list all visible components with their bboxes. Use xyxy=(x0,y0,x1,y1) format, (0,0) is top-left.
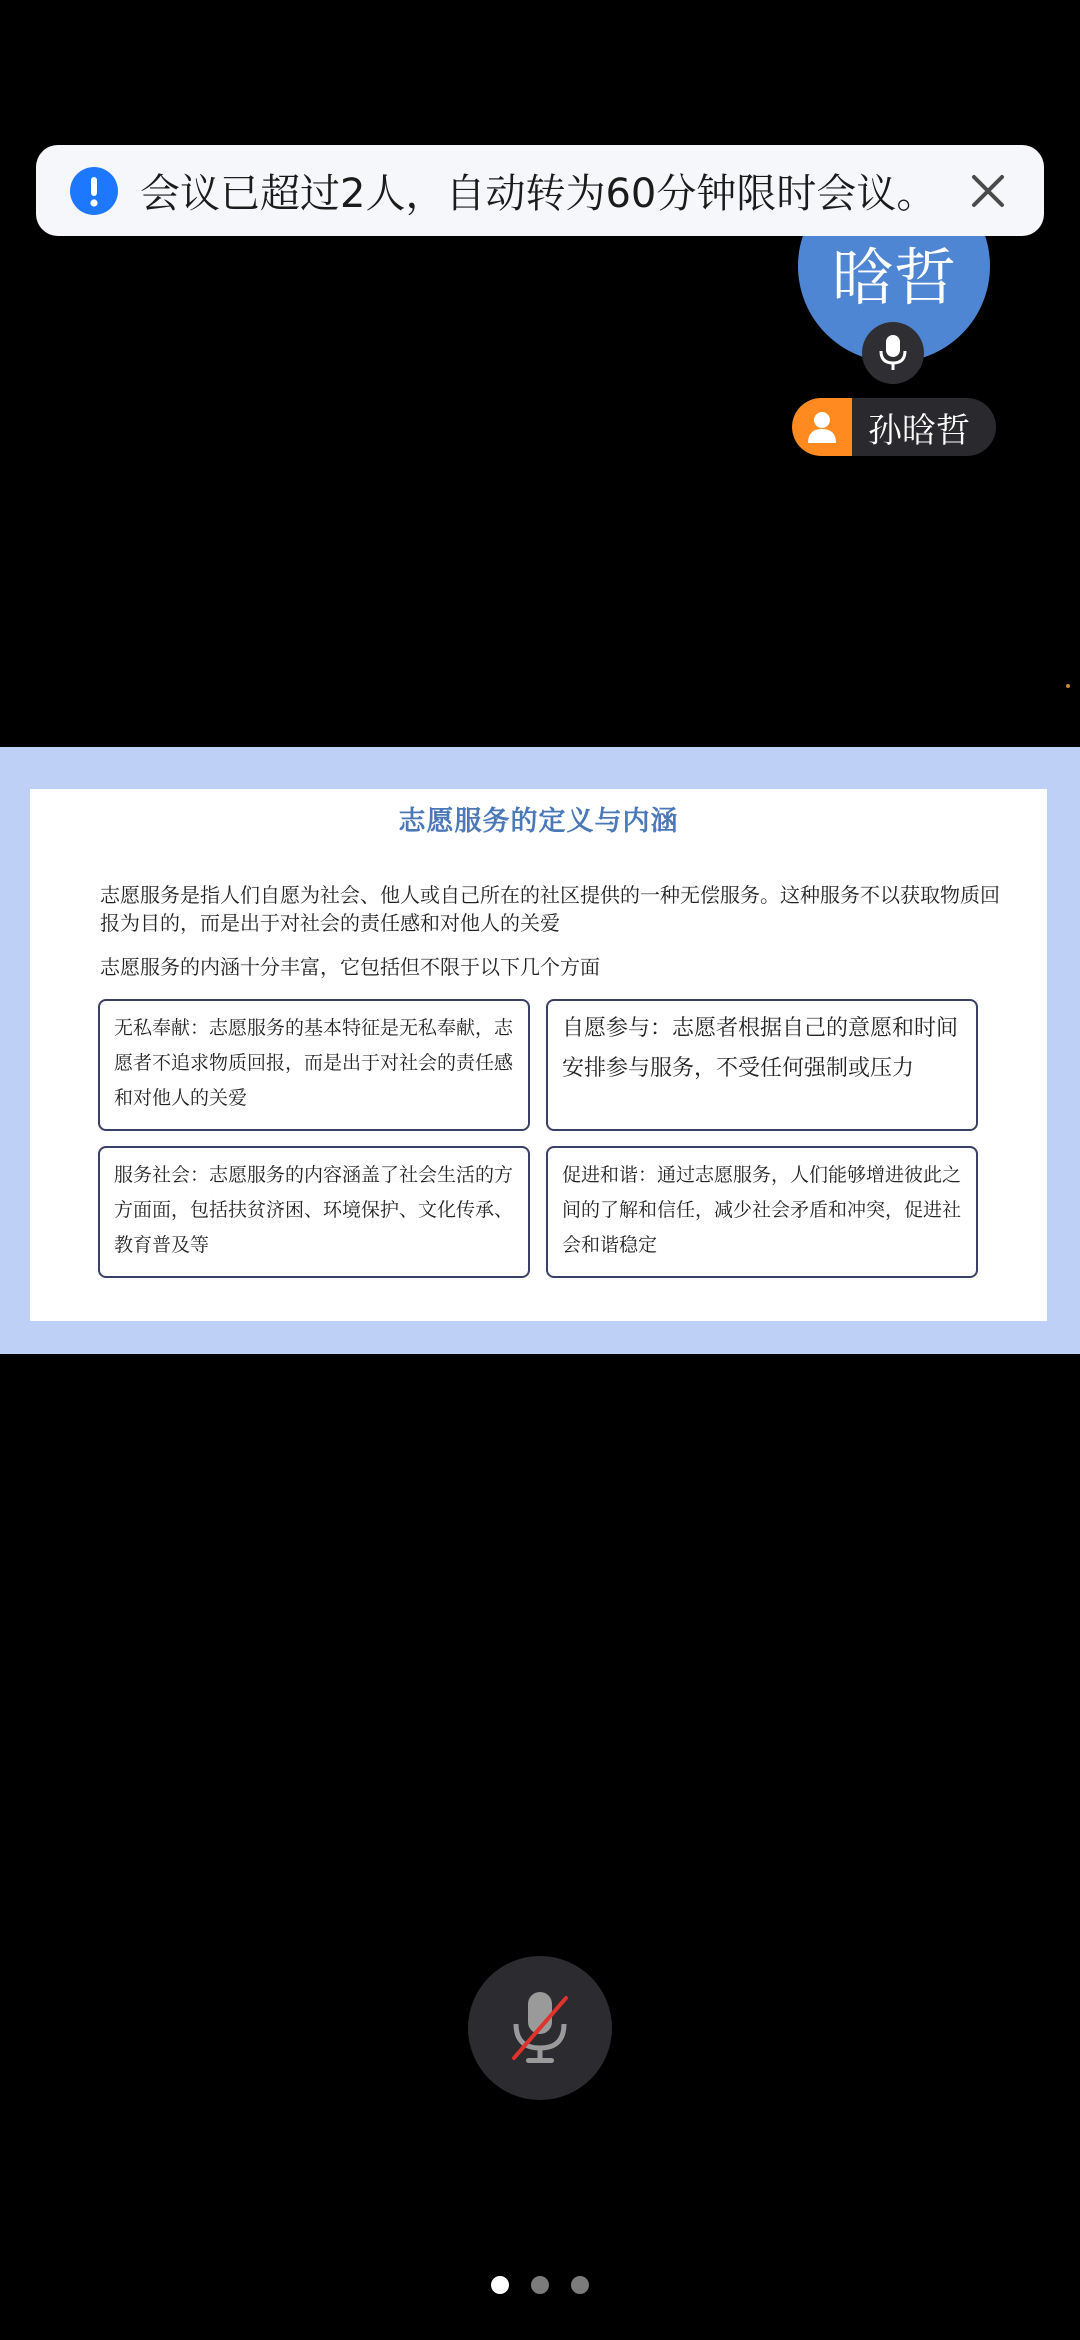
meeting-limit-banner xyxy=(36,145,1044,236)
banner-message: 会议已超过2人，自动转为60分钟限时会议。 xyxy=(140,171,937,217)
mute-button[interactable] xyxy=(468,1956,612,2100)
slide-card-harmony: 促进和谐：通过志愿服务，人们能够增进彼此之间的了解和信任，减少社会矛盾和冲突，促进社会和谐稳定 xyxy=(546,1146,978,1278)
slide-paragraph-definition: 志愿服务是指人们自愿为社会、他人或自己所在的社区提供的一种无偿服务。这种服务不以获取物质回报为目的，而是出于对社会的责任感和对他人的关爱 xyxy=(100,883,1000,935)
page-indicator xyxy=(0,2276,1080,2294)
presentation-slide xyxy=(30,789,1047,1321)
page-dot-3[interactable] xyxy=(571,2276,589,2294)
page-dot-2[interactable] xyxy=(531,2276,549,2294)
participant-mic-badge xyxy=(862,322,924,384)
participant-name-tag[interactable] xyxy=(792,398,996,456)
participant-name: 孙晗哲 xyxy=(868,410,970,451)
slide-title: 志愿服务的定义与内涵 xyxy=(398,806,679,837)
slide-card-serve-society: 服务社会：志愿服务的内容涵盖了社会生活的方方面面，包括扶贫济困、环境保护、文化传承、教育普及等 xyxy=(98,1146,530,1278)
slide-card-selfless: 无私奉献：志愿服务的基本特征是无私奉献，志愿者不追求物质回报，而是出于对社会的责任感和对他人的关爱 xyxy=(98,999,530,1131)
person-icon xyxy=(792,398,852,456)
page-dot-1[interactable] xyxy=(491,2276,509,2294)
exclamation-circle-icon xyxy=(70,167,118,215)
participant-avatar[interactable]: 晗哲 xyxy=(798,170,990,362)
slide-paragraph-intro: 志愿服务的内涵十分丰富，它包括但不限于以下几个方面 xyxy=(100,955,600,979)
slide-card-voluntary: 自愿参与：志愿者根据自己的意愿和时间安排参与服务，不受任何强制或压力 xyxy=(546,999,978,1131)
shared-screen[interactable] xyxy=(0,747,1080,1354)
close-icon[interactable] xyxy=(966,169,1010,213)
microphone-icon xyxy=(878,333,908,373)
status-dot xyxy=(1066,684,1070,688)
microphone-muted-icon xyxy=(508,1988,572,2068)
